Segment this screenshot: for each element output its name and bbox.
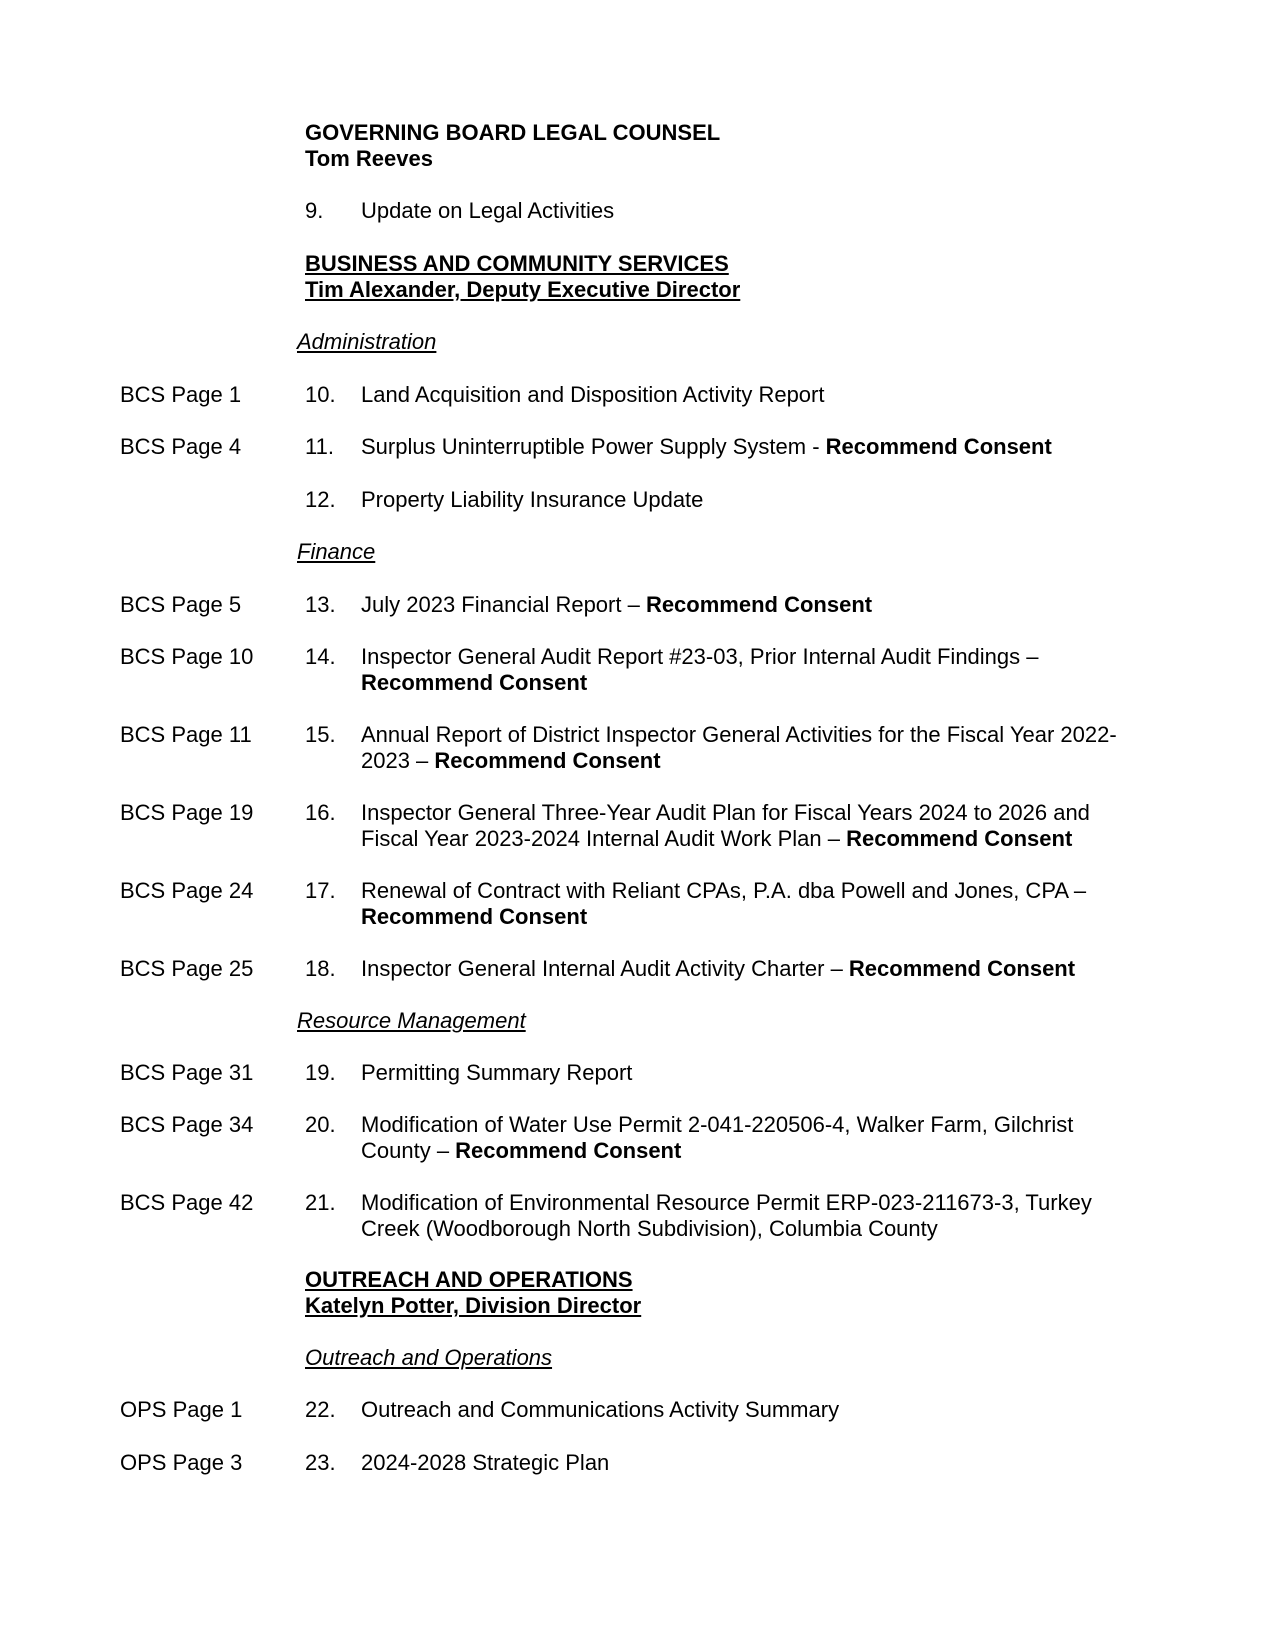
subsection-outreach-operations: Outreach and Operations	[305, 1345, 553, 1370]
item-number: 14.	[305, 644, 336, 669]
item-text: Inspector General Audit Report #23-03, Prior Internal Audit Findings – Recommend Consent	[361, 644, 1039, 695]
item-text: Outreach and Communications Activity Summary	[361, 1397, 840, 1422]
item-number: 20.	[305, 1112, 336, 1137]
item-number: 12.	[305, 487, 336, 512]
ops-person: Katelyn Potter, Division Director	[305, 1293, 642, 1318]
page-reference: BCS Page 24	[120, 878, 254, 903]
item-text: Annual Report of District Inspector General Activities for the Fiscal Year 2022-2023 – Recommend Consent	[361, 722, 1117, 773]
item-number: 11.	[305, 434, 334, 459]
item-text: Surplus Uninterruptible Power Supply System - Recommend Consent	[361, 434, 1052, 459]
page-reference: BCS Page 10	[120, 644, 254, 669]
item-number: 22.	[305, 1397, 336, 1422]
consent-label: Recommend Consent	[825, 434, 1052, 459]
page-reference: BCS Page 31	[120, 1060, 254, 1085]
item-text: 2024-2028 Strategic Plan	[361, 1450, 610, 1475]
item-number: 9.	[305, 198, 324, 223]
consent-label: Recommend Consent	[434, 748, 661, 773]
item-text: July 2023 Financial Report – Recommend Consent	[361, 592, 873, 617]
item-number: 10.	[305, 382, 336, 407]
item-text: Renewal of Contract with Reliant CPAs, P.A. dba Powell and Jones, CPA – Recommend Consent	[361, 878, 1087, 929]
item-number: 15.	[305, 722, 336, 747]
page-reference: BCS Page 11	[120, 722, 252, 747]
consent-label: Recommend Consent	[455, 1138, 682, 1163]
item-text: Modification of Water Use Permit 2-041-220506-4, Walker Farm, Gilchrist County – Recommend Consent	[361, 1112, 1074, 1163]
page-reference: BCS Page 4	[120, 434, 242, 459]
item-text: Land Acquisition and Disposition Activity Report	[361, 382, 825, 407]
item-number: 21.	[305, 1190, 336, 1215]
subsection-administration: Administration	[297, 329, 437, 354]
bcs-person: Tim Alexander, Deputy Executive Director	[305, 277, 741, 302]
item-text: Inspector General Three-Year Audit Plan for Fiscal Years 2024 to 2026 and Fiscal Year 2023-2024 Internal Audit Work Plan – Recommend Consent	[361, 800, 1090, 851]
legal-heading: GOVERNING BOARD LEGAL COUNSEL	[305, 120, 721, 145]
consent-label: Recommend Consent	[361, 904, 588, 929]
legal-person: Tom Reeves	[305, 146, 433, 171]
subsection-resource-management: Resource Management	[297, 1008, 526, 1033]
item-text: Inspector General Internal Audit Activity Charter – Recommend Consent	[361, 956, 1076, 981]
item-number: 16.	[305, 800, 336, 825]
item-number: 19.	[305, 1060, 336, 1085]
item-number: 23.	[305, 1450, 336, 1475]
consent-label: Recommend Consent	[361, 670, 588, 695]
page-reference: BCS Page 42	[120, 1190, 254, 1215]
item-number: 13.	[305, 592, 336, 617]
item-text: Permitting Summary Report	[361, 1060, 633, 1085]
item-text: Property Liability Insurance Update	[361, 487, 704, 512]
page-reference: BCS Page 34	[120, 1112, 254, 1137]
page-reference: BCS Page 1	[120, 382, 242, 407]
item-text: Modification of Environmental Resource Permit ERP-023-211673-3, Turkey Creek (Woodborough North Subdivision), Columbia County	[361, 1190, 1092, 1241]
consent-label: Recommend Consent	[848, 956, 1076, 981]
item-number: 18.	[305, 956, 336, 981]
page-reference: BCS Page 5	[120, 592, 242, 617]
page-reference: BCS Page 25	[120, 956, 254, 981]
page-reference: OPS Page 1	[120, 1397, 243, 1422]
item-number: 17.	[305, 878, 336, 903]
item-text: Update on Legal Activities	[361, 198, 615, 223]
ops-heading: OUTREACH AND OPERATIONS	[305, 1267, 633, 1292]
subsection-finance: Finance	[297, 539, 376, 564]
page-reference: OPS Page 3	[120, 1450, 243, 1475]
consent-label: Recommend Consent	[846, 826, 1073, 851]
page-reference: BCS Page 19	[120, 800, 254, 825]
bcs-heading: BUSINESS AND COMMUNITY SERVICES	[305, 251, 729, 276]
consent-label: Recommend Consent	[645, 592, 873, 617]
